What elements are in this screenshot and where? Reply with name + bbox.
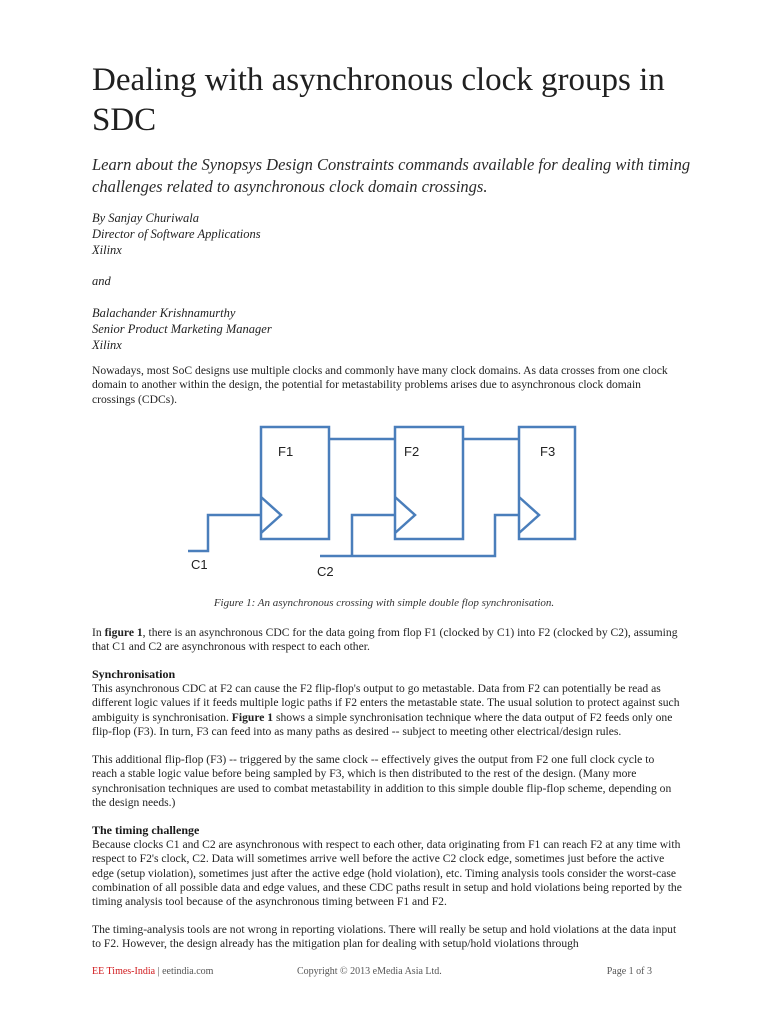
footer-brand[interactable]: EE Times-India (92, 966, 156, 977)
synchronisation-paragraph-2: This additional flip-flop (F3) -- triggered by the same clock -- effectively gives the output from F2 one full clock cycle to reach a stable logic value before being sampled by F3, which is then distributed to the rest of the design. (Many more synchronisation techniques are used to combat metastability in addition to this simple double flip-flop scheme, depending on the design needs.) (92, 753, 672, 809)
article-title: Dealing with asynchronous clock groups in SDC (92, 62, 665, 138)
footer-copyright: Copyright © 2013 eMedia Asia Ltd. (297, 966, 442, 977)
timing-paragraph-1: Because clocks C1 and C2 are asynchronous with respect to each other, data originating from F1 can reach F2 at any time with respect to F2's clock, C2. Data will sometimes arrive well before the active C2 clock edge, sometimes just before the active edge (setup violation), sometimes just after the active edge (hold violation), etc. Timing analysis tools consider the worst-case combination of all possible data and edge values, and these CDC paths result in setup and hold violations being reported by the timing analysis tool because of the asynchronous timing between F1 and F2. (92, 838, 682, 909)
flop-label-f2: F2 (404, 444, 420, 459)
flop-label-f1: F1 (278, 444, 294, 459)
section-heading-timing-challenge: The timing challenge (92, 823, 200, 837)
synchronisation-paragraph-1: This asynchronous CDC at F2 can cause the F2 flip-flop's output to go metastable. Data from F2 can potentially be read as different logic values if it feeds multiple logic paths if F2 enters the metastable state. The usual solution to protect against such ambiguity is synchronisation. Figure 1 shows a simple synchronisation technique where the data output of F2 feeds only one flip-flop (F3). In turn, F3 can feed into as many paths as desired -- subject to meeting other electrical/design rules. (92, 682, 680, 738)
figure-reference-bold-2: Figure 1 (231, 710, 274, 724)
figure-caption: Figure 1: An asynchronous crossing with simple double flop synchronisation. (213, 597, 555, 609)
author1-role: Director of Software Applications (92, 227, 261, 241)
author2-role: Senior Product Marketing Manager (92, 322, 272, 336)
timing-paragraph-2: The timing-analysis tools are not wrong in reporting violations. There will really be setup and hold violations at the data input to F2. However, the design already has the mitigation plan for dealing with setup/hold violations through (92, 923, 677, 951)
figure-reference-paragraph: In figure 1, there is an asynchronous CDC for the data going from flop F1 (clocked by C1) into F2 (clocked by C2), assuming that C1 and C2 are asynchronous with respect to each other. (92, 626, 678, 654)
wire-c2 (320, 515, 519, 556)
author2-company: Xilinx (92, 338, 122, 352)
wire-c2-branch (352, 515, 395, 556)
flip-flop-diagram (180, 418, 600, 588)
flop-f1-clock-triangle (261, 497, 281, 533)
intro-paragraph: Nowadays, most SoC designs use multiple clocks and commonly have many clock domains. As data crosses from one clock domain to another within the design, the potential for metastability problems arises due to asynchronous clock domain crossings (CDCs). (92, 364, 668, 406)
author-and: and (92, 274, 111, 288)
wire-c1 (188, 515, 261, 551)
flop-f2-clock-triangle (395, 497, 415, 533)
author1-company: Xilinx (92, 243, 122, 257)
footer-site: EE Times-India | eetindia.com (92, 966, 214, 977)
figure-reference-bold: figure 1 (104, 626, 143, 639)
section-heading-synchronisation: Synchronisation (92, 667, 176, 681)
author2-name: Balachander Krishnamurthy (92, 306, 236, 320)
page-footer (92, 966, 652, 980)
clock-label-c1: C1 (191, 557, 208, 572)
footer-page-number: Page 1 of 3 (606, 966, 652, 977)
article-subtitle: Learn about the Synopsys Design Constraints commands available for dealing with timing challenges related to asynchronous clock domain crossings. (92, 155, 691, 196)
clock-label-c2: C2 (317, 564, 334, 579)
author1-by: By Sanjay Churiwala (92, 211, 199, 225)
flop-f3-clock-triangle (519, 497, 539, 533)
flop-label-f3: F3 (540, 444, 556, 459)
